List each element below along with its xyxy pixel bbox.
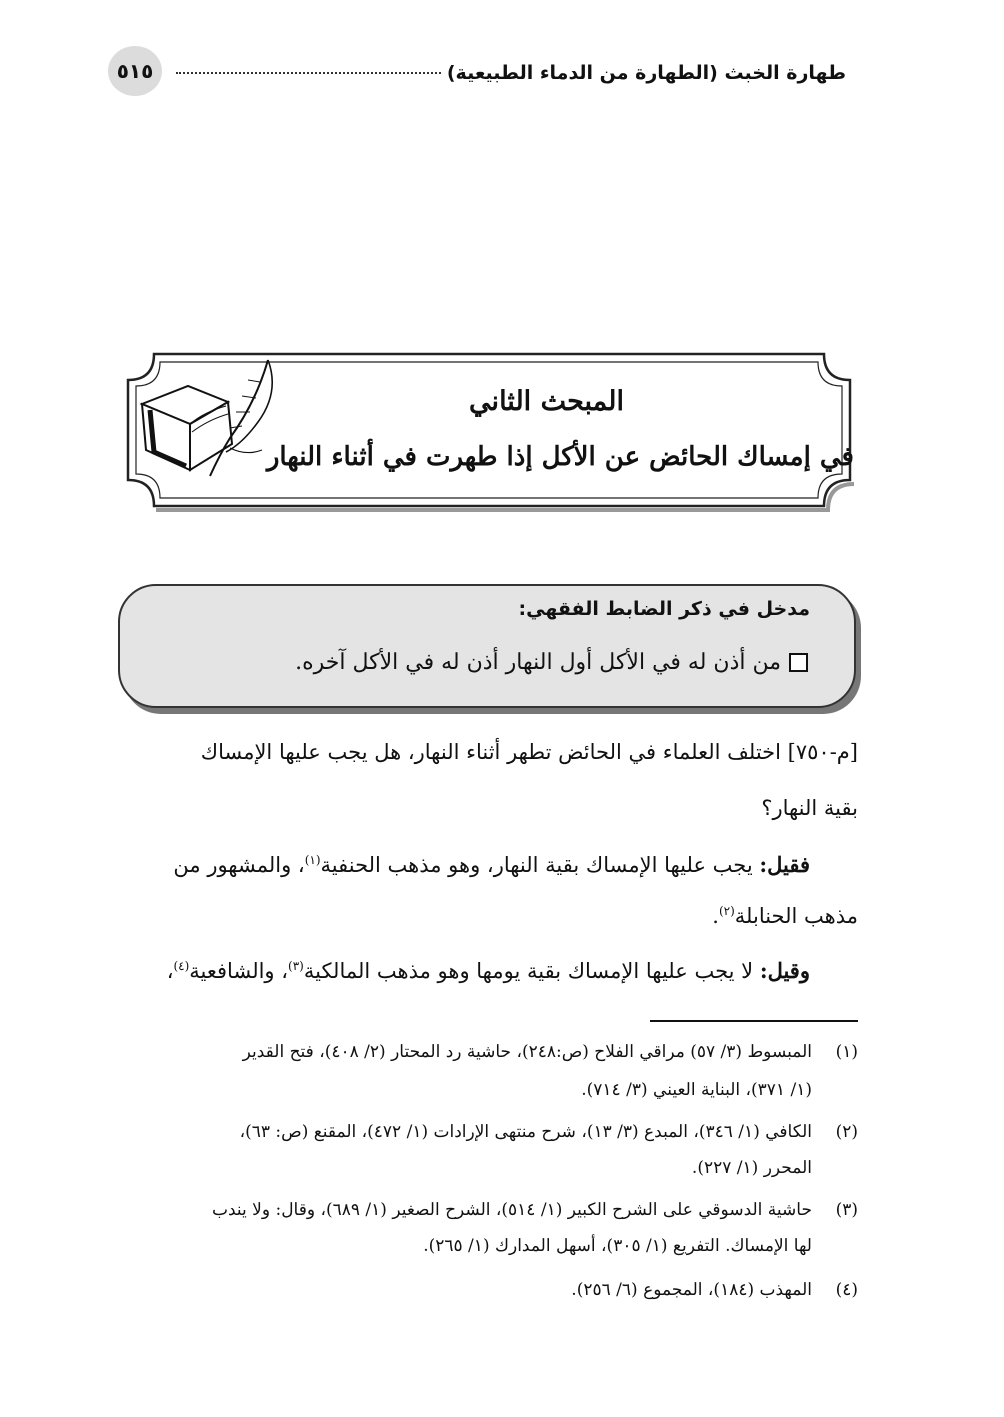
paragraph-3-text-c: ،	[166, 959, 174, 983]
footnote-3-text: حاشية الدسوقي على الشرح الكبير (١/ ٥١٤)، الشرح الصغير (١/ ٦٨٩)، وقال: ولا يندب	[211, 1200, 812, 1220]
footnote-3-number: (٣)	[835, 1200, 858, 1220]
footnote-2-line-1	[240, 1122, 858, 1142]
paragraph-3-text-b: ، والشافعية	[189, 959, 289, 983]
footnote-1-line-1	[243, 1042, 858, 1062]
footnote-3-line-1	[212, 1200, 858, 1220]
paragraph-1-line-2: بقية النهار؟	[761, 796, 858, 820]
paragraph-2-line-1	[173, 852, 810, 877]
footnote-separator	[650, 1020, 858, 1022]
footnote-2-text: الكافي (١/ ٣٤٦)، المبدع (٣/ ١٣)، شرح منتهى الإرادات (١/ ٤٧٢)، المقنع (ص: ٦٣)،	[239, 1122, 812, 1142]
paragraph-1-line-1: [م-٧٥٠] اختلف العلماء في الحائض تطهر أثناء النهار، هل يجب عليها الإمساك	[200, 740, 858, 764]
paragraph-3-line-1	[167, 958, 810, 983]
rule-text: من أذن له في الأكل أول النهار أذن له في الأكل آخره.	[295, 650, 781, 675]
page-number: ٥١٥	[108, 46, 162, 96]
running-header	[170, 58, 846, 88]
section-subtitle: في إمساك الحائض عن الأكل إذا طهرت في أثناء النهار	[266, 442, 854, 472]
running-title: طهارة الخبث (الطهارة من الدماء الطبيعية)	[446, 62, 846, 84]
footnote-4-text: المهذب (١٨٤)، المجموع (٦/ ٢٥٦).	[571, 1280, 812, 1300]
paragraph-2-text-a: يجب عليها الإمساك بقية النهار، وهو مذهب الحنفية	[320, 853, 760, 877]
footnote-1-line-2: (١/ ٣٧١)، البناية العيني (٣/ ٧١٤).	[581, 1080, 812, 1100]
checkbox-square-icon	[789, 653, 808, 672]
paragraph-2-line-2	[712, 904, 858, 928]
footnote-1-text: المبسوط (٣/ ٥٧) مراقي الفلاح (ص:٢٤٨)، حاشية رد المحتار (٢/ ٤٠٨)، فتح القدير	[242, 1042, 812, 1062]
section-title: المبحث الثاني	[469, 386, 624, 417]
rule-heading: مدخل في ذكر الضابط الفقهي:	[518, 598, 810, 620]
footnote-2-line-2: المحرر (١/ ٢٢٧).	[691, 1158, 812, 1178]
paragraph-2-text-c: مذهب الحنابلة	[734, 904, 858, 928]
footnote-2-number: (٢)	[835, 1122, 858, 1142]
header-leader-dots	[176, 72, 441, 74]
footnote-ref-1[interactable]: (١)	[304, 853, 321, 867]
footnote-ref-4[interactable]: (٤)	[173, 959, 190, 973]
opinion-label-2: وقيل:	[759, 958, 810, 983]
footnote-4-number: (٤)	[835, 1280, 858, 1300]
footnote-ref-3[interactable]: (٣)	[288, 959, 304, 973]
paragraph-2-text-d: .	[712, 904, 719, 928]
footnote-3-line-2: لها الإمساك. التفريع (١/ ٣٠٥)، أسهل المدارك (١/ ٢٦٥).	[423, 1236, 812, 1256]
footnote-4-line-1	[571, 1280, 858, 1300]
paragraph-2-text-b: ، والمشهور من	[173, 853, 305, 877]
opinion-label-1: فقيل:	[759, 852, 810, 877]
rule-line	[295, 650, 808, 675]
paragraph-3-text-a: لا يجب عليها الإمساك بقية يومها وهو مذهب المالكية	[303, 959, 760, 983]
footnote-1-number: (١)	[835, 1042, 858, 1062]
footnote-ref-2[interactable]: (٢)	[718, 904, 735, 918]
